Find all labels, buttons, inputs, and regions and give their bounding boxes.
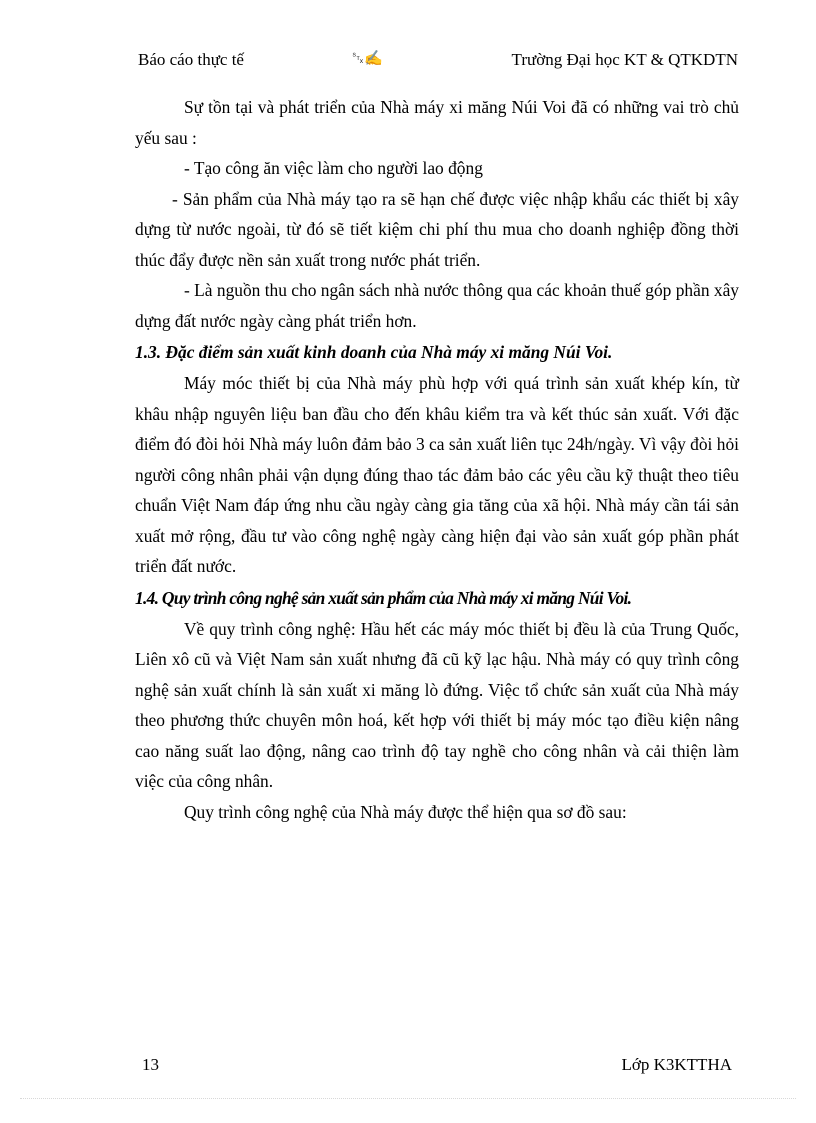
paragraph-technology-process: Về quy trình công nghệ: Hầu hết các máy móc thiết bị đều là của Trung Quốc, Liên xô cũ và Việt Nam sản xuất nhưng đã cũ kỹ lạc hậu. Nhà máy có quy trình công nghệ sản xuất chính là sản xuất xi măng lò đứng. Việc tổ chức sản xuất của Nhà máy theo phương thức chuyên môn hoá, kết hợp với thiết bị máy móc tạo điều kiện nâng cao năng suất lao động, nâng cao trình độ tay nghề cho công nhân và cải thiện làm việc của công nhân. xyxy=(135,618,739,791)
paragraph-bullet-budget: - Là nguồn thu cho ngân sách nhà nước thông qua các khoản thuế góp phần xây dựng đất nước ngày càng phát triển hơn. xyxy=(135,280,739,331)
paragraph-diagram-intro: Quy trình công nghệ của Nhà máy được thể hiện qua sơ đồ sau: xyxy=(184,801,627,822)
paragraph-intro: Sự tồn tại và phát triển của Nhà máy xi măng Núi Voi đã có những vai trò chủ yếu sau : xyxy=(135,97,739,148)
document-body xyxy=(135,92,739,827)
paragraph-production-features: Máy móc thiết bị của Nhà máy phù hợp với quá trình sản xuất khép kín, từ khâu nhập nguyên liệu ban đầu cho đến khâu kiểm tra và kết thúc sản xuất. Với đặc điểm đó đòi hỏi Nhà máy luôn đảm bảo 3 ca sản xuất liên tục 24h/ngày. Vì vậy đòi hỏi người công nhân phải vận dụng đúng thao tác đảm bảo các yêu cầu kỹ thuật theo tiêu chuẩn Việt Nam đáp ứng nhu cầu ngày càng gia tăng của xã hội. Nhà máy cần tái sản xuất mở rộng, đầu tư vào công nghệ ngày càng hiện đại vào sản xuất góp phần phát triển đất nước. xyxy=(135,373,739,576)
footer-divider xyxy=(20,1098,796,1099)
footer-page-number: 13 xyxy=(142,1055,159,1074)
section-heading-1-4: 1.4. Quy trình công nghệ sản xuất sản phẩm của Nhà máy xi măng Núi Voi. xyxy=(135,587,632,608)
header-university-name: Trường Đại học KT & QTKDTN xyxy=(511,50,738,69)
paragraph-bullet-jobs: - Tạo công ăn việc làm cho người lao động xyxy=(184,158,483,178)
paragraph-bullet-products: - Sản phẩm của Nhà máy tạo ra sẽ hạn chế được việc nhập khẩu các thiết bị xây dựng từ nước ngoài, từ đó sẽ tiết kiệm chi phí thu mua cho doanh nghiệp đồng thời thúc đẩy được nền sản xuất trong nước phát triển. xyxy=(135,188,739,270)
header-report-title: Báo cáo thực tế xyxy=(138,50,244,69)
footer-class-label: Lớp K3KTTHA xyxy=(621,1055,732,1074)
header-ornament-icon: ␂✍ xyxy=(352,51,383,67)
section-heading-1-3: 1.3. Đặc điểm sản xuất kinh doanh của Nhà máy xi măng Núi Voi. xyxy=(135,342,613,362)
page-header xyxy=(138,50,738,74)
